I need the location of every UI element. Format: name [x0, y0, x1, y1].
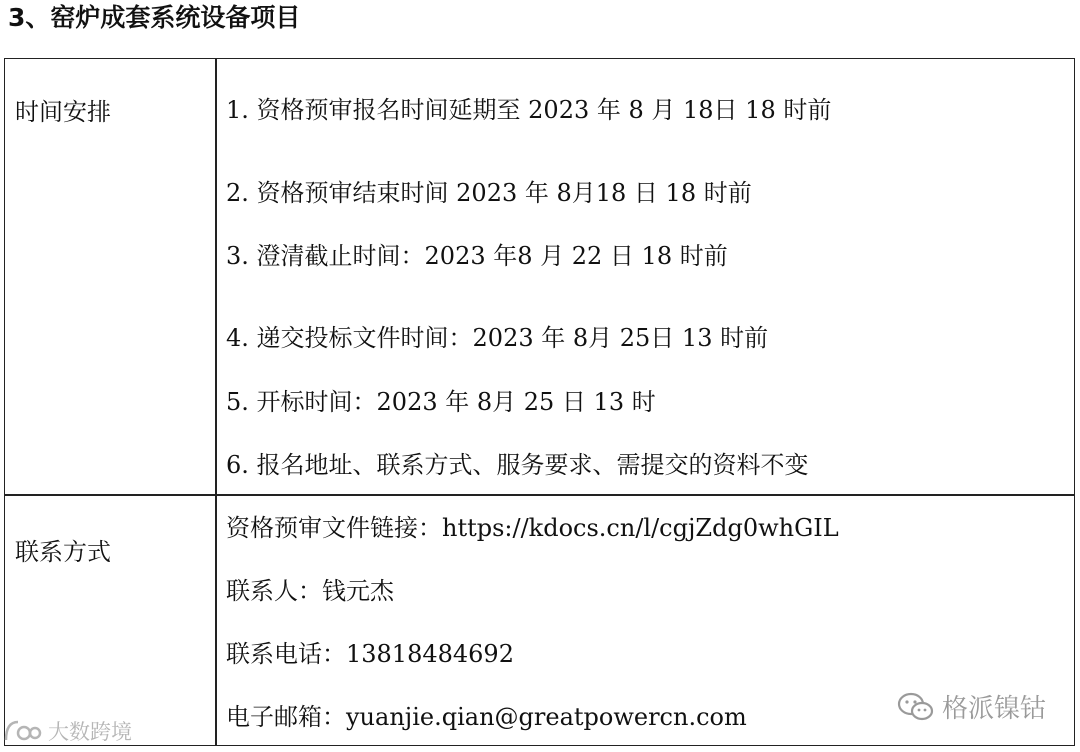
schedule-item: 4. 递交投标文件时间：2023 年 8月 25日 13 时前: [226, 324, 769, 352]
schedule-item: 6. 报名地址、联系方式、服务要求、需提交的资料不变: [226, 451, 809, 479]
info-table: [4, 58, 1075, 746]
wechat-icon: [896, 691, 936, 723]
section-heading: 3、窑炉成套系统设备项目: [8, 3, 301, 32]
document-link[interactable]: 资格预审文件链接：https://kdocs.cn/l/cgjZdg0whGIL: [226, 514, 839, 542]
row-divider: [5, 494, 1074, 496]
contact-person: 联系人：钱元杰: [226, 577, 394, 605]
contact-label: 联系方式: [15, 538, 111, 566]
schedule-item: 2. 资格预审结束时间 2023 年 8月18 日 18 时前: [226, 179, 752, 207]
contact-email[interactable]: 电子邮箱：yuanjie.qian@greatpowercn.com: [226, 703, 747, 731]
schedule-item: 1. 资格预审报名时间延期至 2023 年 8 月 18日 18 时前: [226, 96, 832, 124]
column-divider: [215, 59, 217, 745]
watermark-right: [896, 688, 1046, 725]
schedule-item: 5. 开标时间：2023 年 8月 25 日 13 时: [226, 388, 656, 416]
schedule-item: 3. 澄清截止时间：2023 年8 月 22 日 18 时前: [226, 242, 728, 270]
schedule-label: 时间安排: [15, 98, 111, 126]
watermark-left: [4, 716, 132, 746]
watermark-right-text: 格派镍钴: [942, 694, 1047, 724]
contact-phone: 联系电话：13818484692: [226, 640, 514, 668]
watermark-left-text: 大数跨境: [48, 720, 132, 744]
logo-icon: [4, 718, 42, 744]
